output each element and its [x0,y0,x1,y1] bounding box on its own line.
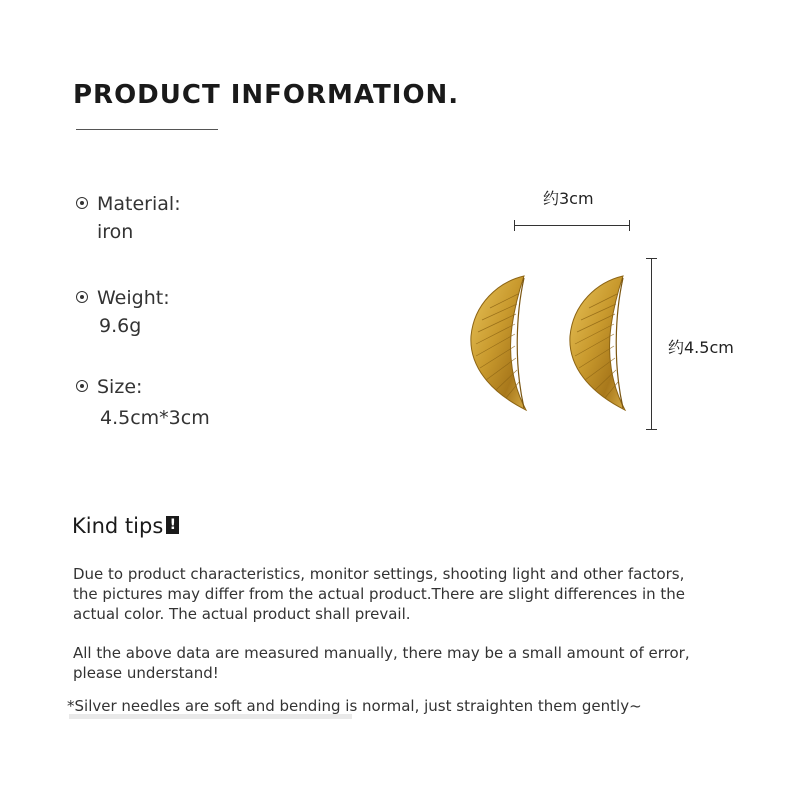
page-title: PRODUCT INFORMATION. [73,80,460,110]
spec-material [76,193,181,243]
bullet-icon [76,291,88,303]
height-dimension-cap [646,258,657,259]
spec-weight-value: 9.6g [99,315,142,337]
tips-note: *Silver needles are soft and bending is normal, just straighten them gently~ [67,697,642,715]
spec-weight [76,287,170,337]
bullet-icon [76,197,88,209]
spec-size-value: 4.5cm*3cm [100,407,210,429]
leaf-earring-left [468,274,530,414]
spec-material-value: iron [97,221,134,243]
spec-size [76,376,210,429]
width-dimension-line [514,225,630,226]
spec-size-label: Size: [97,376,143,398]
width-dimension-label: 约3cm [543,189,594,208]
spec-weight-label: Weight: [97,287,170,309]
tips-paragraph-2: All the above data are measured manually, there may be a small amount of error, please understand! [73,644,690,682]
height-dimension-cap [646,429,657,430]
bullet-icon [76,380,88,392]
exclamation-icon: ! [166,516,179,534]
height-dimension-line [651,258,652,429]
tips-paragraph-1: Due to product characteristics, monitor settings, shooting light and other factors, the pictures may differ from the actual product.There are slight differences in the actual color. The actual product shall prevail. [73,565,685,623]
spec-material-label: Material: [97,193,181,215]
title-divider [76,129,218,130]
width-dimension-cap [514,220,515,231]
leaf-earring-right [567,274,629,414]
width-dimension-cap [629,220,630,231]
kind-tips-heading-text: Kind tips [72,514,164,538]
height-dimension-label: 约4.5cm [668,338,734,357]
kind-tips-heading [72,514,179,538]
